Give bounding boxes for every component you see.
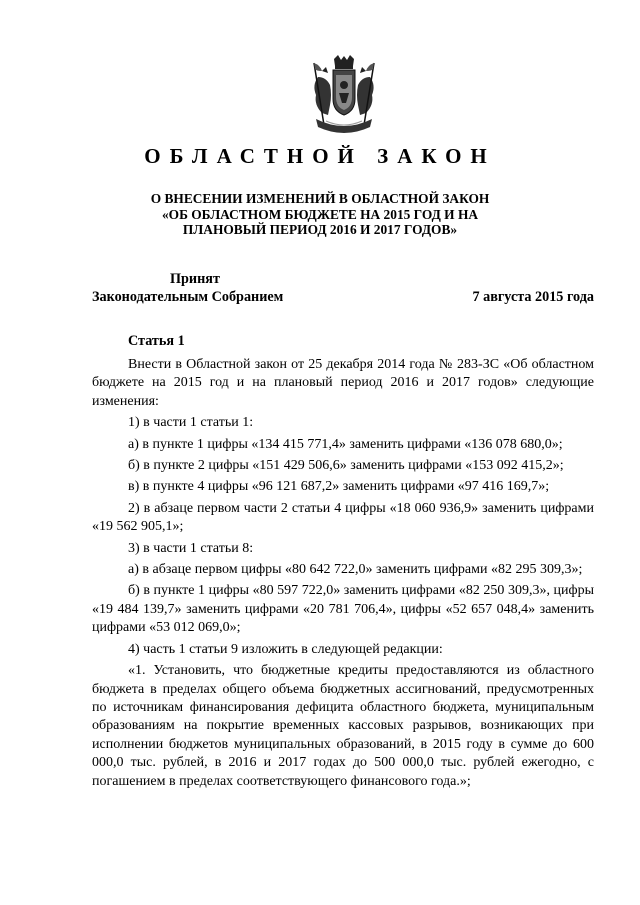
paragraph: а) в пункте 1 цифры «134 415 771,4» заменить цифрами «136 078 680,0»; [128, 436, 563, 452]
accepted-by: Законодательным Собранием [92, 289, 284, 305]
paragraph: «1. Установить, что бюджетные кредиты предоставляются из областного бюджета в пределах общего объема бюджетных ассигнований, предусмотренных по источникам финансирования дефицита областного бюджета, муниципальным образованиям на покрытие временных кассовых разрывов, возникающих при исполнении бюджетов муниципальных образований, в 2015 году в сумме до 600 000,0 тыс. рублей, в 2016 и 2017 годах до 500 000,0 тыс. рублей ежегодно, с погашением в пределах соответствующего финансового года.»; [92, 663, 594, 789]
paragraph: 1) в части 1 статьи 1: [128, 415, 254, 431]
paragraph: 4) часть 1 статьи 9 изложить в следующей редакции: [128, 641, 443, 657]
paragraph: 2) в абзаце первом части 2 статьи 4 цифры «18 060 936,9» заменить цифрами «19 562 905,1»; [92, 500, 594, 535]
article-heading: Статья 1 [128, 333, 185, 349]
accepted-label: Принят [170, 271, 220, 287]
subtitle-line: «ОБ ОБЛАСТНОМ БЮДЖЕТЕ НА 2015 ГОД И НА [161, 206, 479, 222]
article-body [92, 356, 594, 794]
coat-of-arms-icon [308, 55, 380, 137]
paragraph: в) в пункте 4 цифры «96 121 687,2» заменить цифрами «97 416 169,7»; [128, 479, 550, 495]
paragraph: б) в пункте 1 цифры «80 597 722,0» заменить цифрами «82 250 309,3», цифры «19 484 139,7» заменить цифрами «20 781 706,4», цифры «52 657 048,4» заменить цифрами «53 012 069,0»; [92, 583, 594, 636]
subtitle-line: О ВНЕСЕНИИ ИЗМЕНЕНИЙ В ОБЛАСТНОЙ ЗАКОН [150, 191, 490, 206]
subtitle-line: ПЛАНОВЫЙ ПЕРИОД 2016 И 2017 ГОДОВ» [182, 222, 458, 237]
paragraph: 3) в части 1 статьи 8: [128, 540, 254, 556]
law-title: ОБЛАСТНОЙ ЗАКОН [144, 144, 496, 168]
paragraph: Внести в Областной закон от 25 декабря 2014 года № 283-ЗС «Об областном бюджете на 2015 год и на плановый период 2016 и 2017 годов» следующие изменения: [92, 357, 594, 409]
law-subtitle [90, 191, 550, 238]
paragraph: б) в пункте 2 цифры «151 429 506,6» заменить цифрами «153 092 415,2»; [128, 458, 564, 474]
paragraph: а) в абзаце первом цифры «80 642 722,0» заменить цифрами «82 295 309,3»; [128, 562, 583, 578]
accepted-date: 7 августа 2015 года [472, 289, 594, 305]
